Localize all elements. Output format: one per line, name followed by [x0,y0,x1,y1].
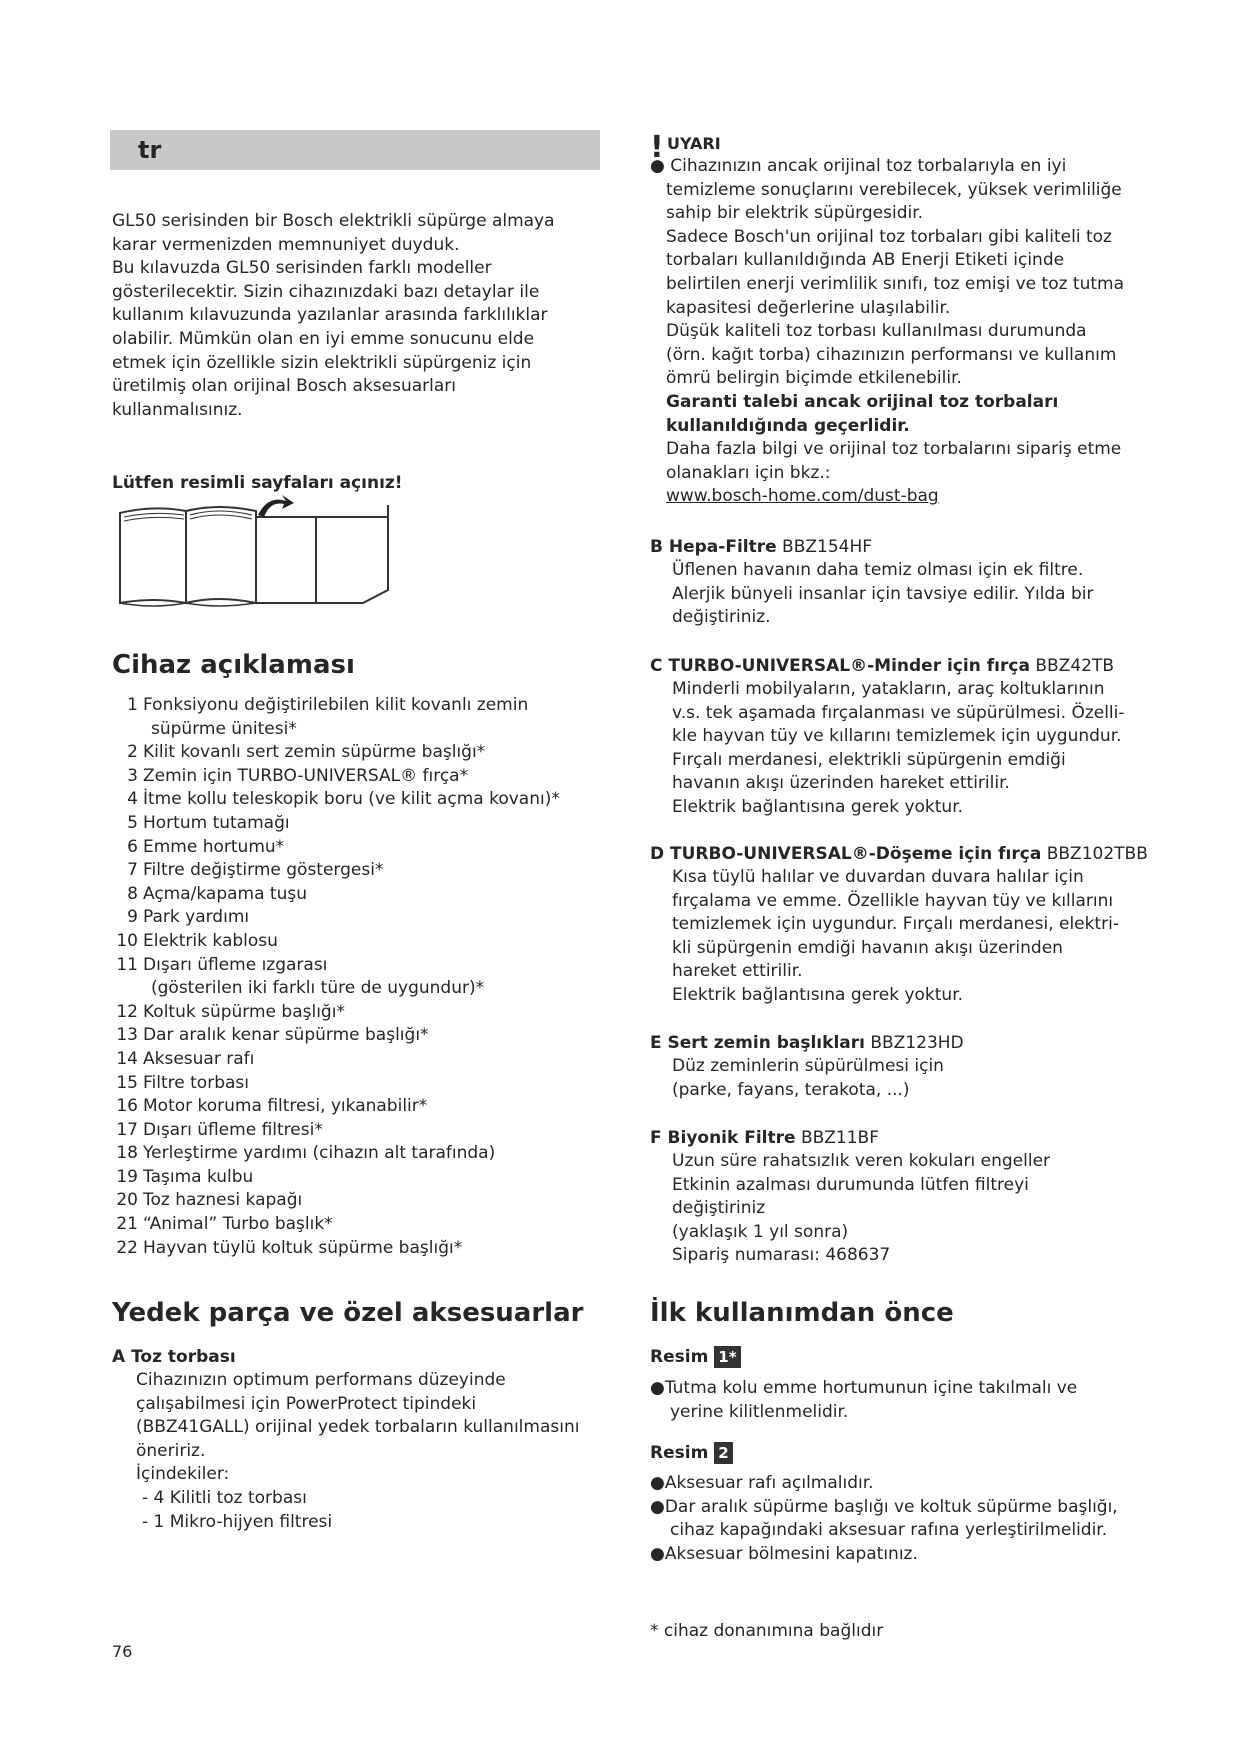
acc-b-description [672,559,1132,630]
warning-line: kapasitesi değerlerine ulaşılabilir. [666,297,951,318]
acc-c-line: kle hayvan tüy ve kıllarını temizlemek için uygundur. [672,726,1122,747]
language-header [110,130,600,170]
dust-bag-link[interactable]: www.bosch-home.com/dust-bag [666,486,939,507]
acc-f-line: Etkinin azalması durumunda lütfen filtreyi [672,1174,1029,1195]
figure-ref-1: Resim 1* [650,1346,741,1370]
figure-badge-1: 1* [714,1346,740,1368]
step-line: cihaz kapağındaki aksesuar rafına yerleştirilmelidir. [670,1520,1108,1541]
footnote: * cihaz donanımına bağlıdır [650,1621,884,1641]
acc-b-line: Üflenen havanın daha temiz olması için ek filtre. [672,560,1084,580]
acc-d-line: Elektrik bağlantısına gerek yoktur. [672,984,964,1005]
acc-f-heading: F Biyonik Filtre BBZ11BF [650,1128,879,1148]
acc-f-line: Sipariş numarası: 468637 [672,1245,891,1266]
section-title-spares: Yedek parça ve özel aksesuarlar [112,1298,584,1328]
list-item: 3 Zemin için TURBO-UNIVERSAL® fırça* [127,765,469,786]
book-middle-page [186,507,256,603]
step-line: ●Aksesuar bölmesini kapatınız. [650,1543,918,1564]
acc-a-line: - 4 Kilitli toz torbası [142,1487,307,1508]
acc-a-line: (BBZ41GALL) orijinal yedek torbaların kullanılmasını [136,1417,580,1438]
list-item: 6 Emme hortumu* [127,836,285,857]
acc-a-line: öneririz. [136,1440,206,1461]
acc-c-line: v.s. tek aşamada fırçalanması ve süpürülmesi. Özelli- [672,702,1125,723]
open-book-illustration [118,495,393,610]
section-title-first-use: İlk kullanımdan önce [650,1298,954,1328]
acc-b-line: Alerjik bünyeli insanlar için tavsiye edilir. Yılda bir [672,583,1094,604]
acc-c-line: havanın akışı üzerinden hareket ettirilir. [672,773,1010,794]
step-line: ●Tutma kolu emme hortumunun içine takılmalı ve [650,1378,1078,1398]
page-turn-arrow-icon [258,495,294,517]
warning-line: ömrü belirgin biçimde etkilenebilir. [666,368,962,389]
warning-line: belirtilen enerji verimlilik sınıfı, toz emişi ve toz tutma [666,273,1125,294]
warning-line: torbaları kullanıldığında AB Enerji Etiketi içinde [666,250,1065,271]
acc-c-heading: C TURBO-UNIVERSAL®-Minder için fırça BBZ42TB [650,656,1114,676]
figure-2-steps [650,1472,1130,1566]
open-pages-note: Lütfen resimli sayfaları açınız! [112,473,403,493]
list-item: 5 Hortum tutamağı [127,812,290,833]
warning-icon: ! [650,130,664,165]
figure-badge-2: 2 [714,1442,732,1464]
acc-c-line: Elektrik bağlantısına gerek yoktur. [672,796,964,817]
acc-a-line: çalışabilmesi için PowerProtect tipindeki [136,1393,477,1414]
acc-d-line: hareket ettirilir. [672,961,803,982]
acc-a-line: Cihazınızın optimum performans düzeyinde [136,1370,506,1390]
intro-line: karar vermenizden memnuniyet duyduk. [112,234,460,255]
book-right-fold [256,505,388,603]
list-item: 12 Koltuk süpürme başlığı* [116,1001,345,1022]
warning-line: (örn. kağıt torba) cihazınızın performansı ve kullanım [666,344,1117,365]
list-item: 14 Aksesuar rafı [116,1048,255,1069]
acc-a-line: İçindekiler: [136,1464,230,1485]
list-item: 1 Fonksiyonu değiştirilebilen kilit kovanlı zemin [127,695,529,715]
language-code: tr [138,136,162,164]
acc-a-heading: A Toz torbası [112,1347,236,1367]
list-item: 2 Kilit kovanlı sert zemin süpürme başlığı* [127,742,486,763]
warning-title: UYARI [667,134,721,153]
intro-line: kullanım kılavuzunda yazılanlar arasında farklılıklar [112,305,548,326]
section-title-device: Cihaz açıklaması [112,650,355,680]
figure-ref-2: Resim 2 [650,1442,733,1466]
intro-line: GL50 serisinden bir Bosch elektrikli süpürge almaya [112,211,555,231]
intro-line: olabilir. Mümkün olan en iyi emme sonucunu elde [112,328,535,349]
list-item: 10 Elektrik kablosu [116,930,278,951]
acc-b-heading: B Hepa-Filtre BBZ154HF [650,537,873,557]
acc-d-line: kli süpürgenin emdiği havanın akışı üzerinden [672,937,1063,958]
warning-line: ● Cihazınızın ancak orijinal toz torbalarıyla en iyi [650,156,1067,176]
list-item: 13 Dar aralık kenar süpürme başlığı* [116,1025,429,1046]
warranty-note: kullanıldığında geçerlidir. [666,415,910,436]
acc-d-line: Kısa tüylü halılar ve duvardan duvara halılar için [672,867,1084,887]
intro-line: kullanmalısınız. [112,399,243,420]
acc-e-line: (parke, fayans, terakota, ...) [672,1079,910,1100]
acc-c-line: Minderli mobilyaların, yatakların, araç koltuklarının [672,679,1105,699]
acc-f-description [672,1150,1132,1268]
acc-f-line: Uzun süre rahatsızlık veren kokuları engeller [672,1151,1051,1171]
acc-e-line: Düz zeminlerin süpürülmesi için [672,1056,944,1076]
list-item: süpürme ünitesi* [151,718,297,739]
step-line: ●Aksesuar rafı açılmalıdır. [650,1473,874,1493]
intro-paragraph [112,210,612,422]
intro-line: Bu kılavuzda GL50 serisinden farklı modeller [112,258,492,279]
warning-line: temizleme sonuçlarını verebilecek, yüksek verimliliğe [666,179,1122,200]
warranty-note: Garanti talebi ancak orijinal toz torbaları [666,391,1059,412]
step-line: yerine kilitlenmelidir. [670,1401,849,1422]
acc-e-heading: E Sert zemin başlıkları BBZ123HD [650,1033,964,1053]
list-item: 16 Motor koruma filtresi, yıkanabilir* [116,1096,428,1117]
list-item: 22 Hayvan tüylü koltuk süpürme başlığı* [116,1237,463,1258]
acc-f-line: değiştiriniz [672,1198,766,1219]
list-item: (gösterilen iki farklı türe de uygundur)* [151,978,485,999]
acc-d-line: temizlemek için uygundur. Fırçalı merdanesi, elektri- [672,914,1119,935]
warning-line: Daha fazla bilgi ve orijinal toz torbalarını sipariş etme [666,439,1122,460]
list-item: 19 Taşıma kulbu [116,1166,254,1187]
figure-1-steps [650,1377,1130,1424]
acc-f-line: (yaklaşık 1 yıl sonra) [672,1221,849,1242]
list-item: 21 “Animal” Turbo başlık* [116,1214,333,1235]
page-number: 76 [112,1642,133,1661]
step-line: ●Dar aralık süpürme başlığı ve koltuk süpürme başlığı, [650,1496,1118,1517]
list-item: 4 İtme kollu teleskopik boru (ve kilit açma kovanı)* [127,789,560,810]
list-item: 8 Açma/kapama tuşu [127,883,308,904]
acc-d-description [672,866,1132,1008]
list-item: 17 Dışarı üfleme filtresi* [116,1119,323,1140]
acc-c-description [672,678,1132,820]
acc-d-line: fırçalama ve emme. Özellikle hayvan tüy ve kıllarını [672,890,1114,911]
list-item: 18 Yerleştirme yardımı (cihazın alt tarafında) [116,1143,496,1164]
list-item: 11 Dışarı üfleme ızgarası [116,954,328,975]
intro-line: gösterilecektir. Sizin cihazınızdaki bazı detaylar ile [112,281,540,302]
acc-d-heading: D TURBO-UNIVERSAL®-Döşeme için fırça BBZ102TBB [650,844,1148,864]
warning-line: Düşük kaliteli toz torbası kullanılması durumunda [666,321,1087,342]
acc-a-line: - 1 Mikro-hijyen filtresi [142,1511,333,1532]
acc-b-line: değiştiriniz. [672,607,771,628]
book-left-page [120,508,186,603]
acc-a-description [136,1369,616,1534]
warning-line: olanakları için bkz.: [666,462,831,483]
list-item: 15 Filtre torbası [116,1072,249,1093]
list-item: 20 Toz haznesi kapağı [116,1190,303,1211]
warning-text [650,155,1130,509]
list-item: 7 Filtre değiştirme göstergesi* [127,860,384,881]
intro-line: etmek için özellikle sizin elektrikli süpürgeniz için [112,352,532,373]
warning-line: Sadece Bosch'un orijinal toz torbaları gibi kaliteli toz [666,226,1112,247]
list-item: 9 Park yardımı [127,907,250,928]
device-parts-list [110,694,630,1260]
warning-line: sahip bir elektrik süpürgesidir. [666,203,924,224]
acc-c-line: Fırçalı merdanesi, elektrikli süpürgenin emdiği [672,749,1066,770]
acc-e-description [672,1055,1132,1102]
intro-line: üretilmiş olan orijinal Bosch aksesuarları [112,376,457,397]
